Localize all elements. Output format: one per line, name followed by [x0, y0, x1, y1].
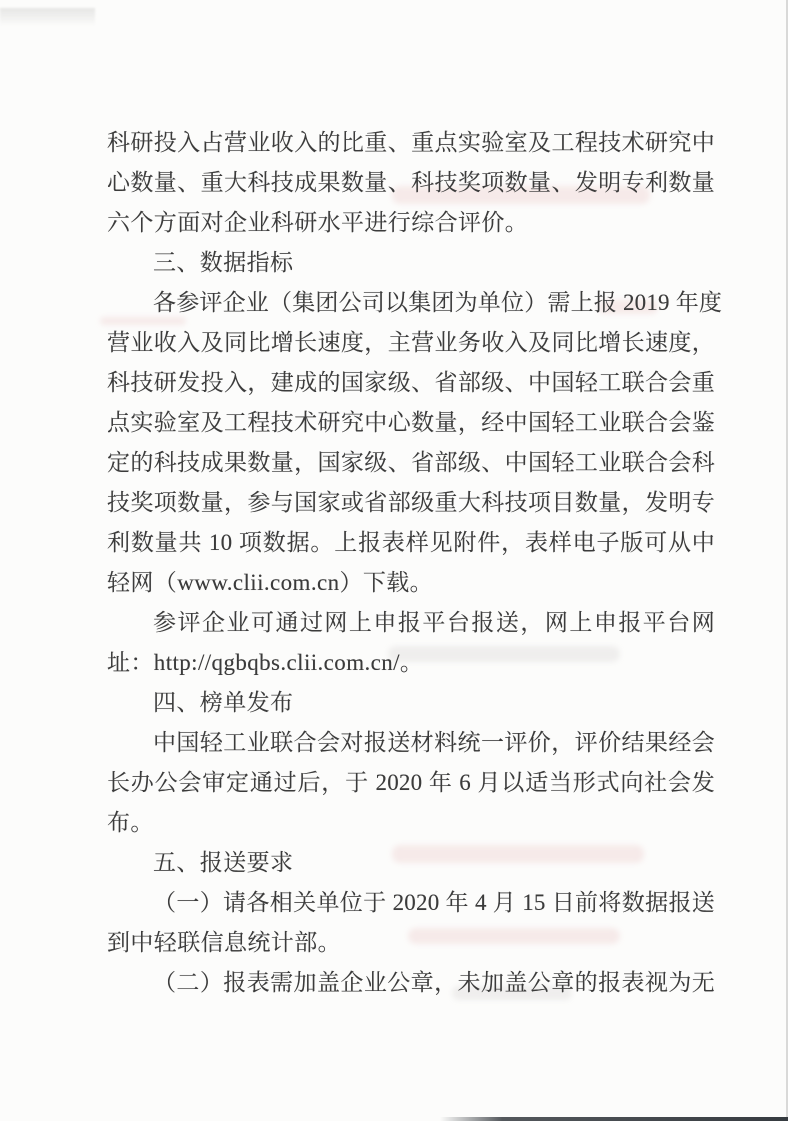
text-line: （一）请各相关单位于 2020 年 4 月 15 日前将数据报送 — [153, 890, 715, 915]
text-line: 心数量、重大科技成果数量、科技奖项数量、发明专利数量 — [107, 170, 715, 195]
text-line: 址：http://qgbqbs.clii.com.cn/。 — [107, 650, 424, 675]
text-line: 利数量共 10 项数据。上报表样见附件，表样电子版可从中 — [107, 530, 715, 555]
text-line: 定的科技成果数量，国家级、省部级、中国轻工业联合会科 — [107, 450, 715, 475]
text-line: 轻网（www.clii.com.cn）下载。 — [107, 570, 434, 595]
text-line: 点实验室及工程技术研究中心数量，经中国轻工业联合会鉴 — [107, 410, 715, 435]
text-line: 营业收入及同比增长速度，主营业务收入及同比增长速度， — [107, 330, 715, 355]
text-line: 长办公会审定通过后，于 2020 年 6 月以适当形式向社会发 — [107, 770, 715, 795]
scanner-shadow-bottom — [440, 1117, 788, 1121]
scan-corner-streak — [0, 8, 95, 34]
text-line: 六个方面对企业科研水平进行综合评价。 — [107, 210, 529, 235]
document-text-block — [107, 123, 723, 1003]
text-line: 中国轻工业联合会对报送材料统一评价，评价结果经会 — [153, 730, 715, 755]
text-line: （二）报表需加盖企业公章，未加盖公章的报表视为无 — [153, 970, 715, 995]
text-line: 参评企业可通过网上申报平台报送，网上申报平台网 — [153, 610, 715, 635]
text-line: 到中轻联信息统计部。 — [107, 930, 341, 955]
text-line: 技奖项数量，参与国家或省部级重大科技项目数量，发明专 — [107, 490, 715, 515]
text-line: 科技研发投入，建成的国家级、省部级、中国轻工联合会重 — [107, 370, 715, 395]
text-line: 三、数据指标 — [153, 250, 294, 275]
text-line: 五、报送要求 — [153, 850, 294, 875]
text-line: 科研投入占营业收入的比重、重点实验室及工程技术研究中 — [107, 130, 715, 155]
text-line: 各参评企业（集团公司以集团为单位）需上报 2019 年度 — [153, 290, 723, 315]
text-line: 四、榜单发布 — [153, 690, 294, 715]
text-line: 布。 — [107, 810, 154, 835]
